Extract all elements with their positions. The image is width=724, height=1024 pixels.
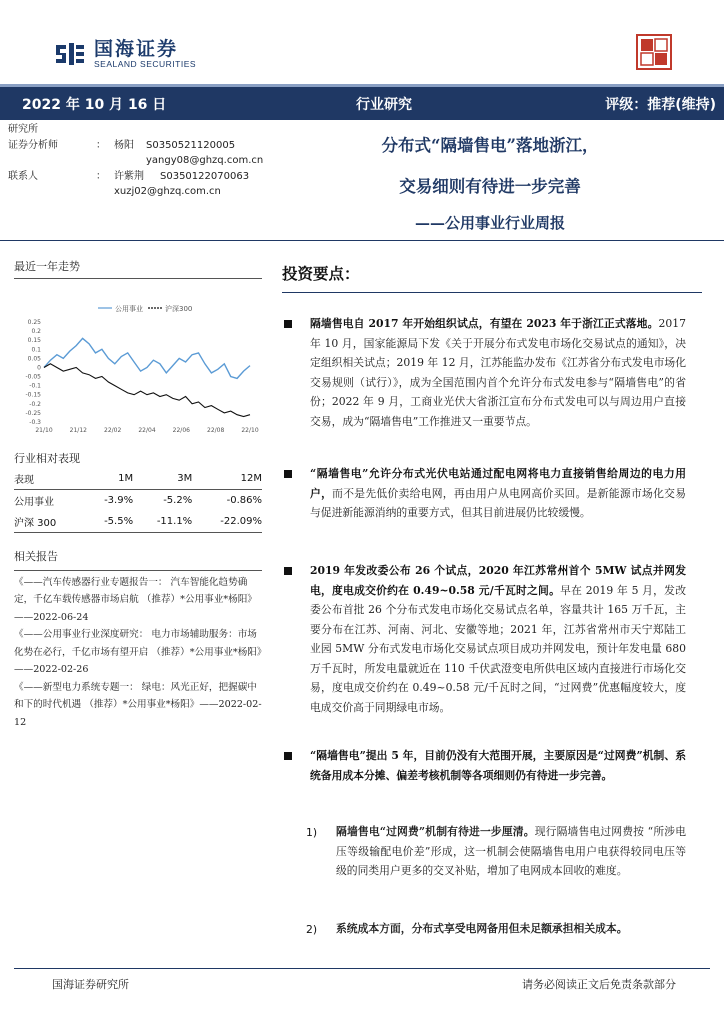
company-logo	[52, 36, 196, 72]
trend-section	[14, 258, 262, 279]
point-1-text: 2017 年 10 月，国家能源局下发《关于开展分布式发电市场化交易试点的通知》，决定组织相关试点；2019 年 12 月，江苏能监办发布《江苏省分布式发电市场化交易规则（试行）》，成为全国范围内首个允许分布式发电参与“隔墙售电”的省份；2022 年 9 月，工商业光伏大省浙江宣布分布式发电可以与周边用户直接交易，成为“隔墙售电”工作推进又一重要节点。	[310, 317, 686, 428]
contact-cert: S0350122070063	[160, 170, 250, 182]
y-tick-label: 0.25	[27, 319, 41, 326]
sub-point-2-bold: 系统成本方面，分布式享受电网备用但未足额承担相关成本。	[336, 922, 628, 935]
y-tick-label: 0.2	[31, 328, 41, 336]
perf-header-row	[14, 468, 262, 490]
x-tick-label: 22/02	[104, 427, 122, 434]
point-3	[310, 561, 686, 717]
perf-cell: 沪深 300	[14, 511, 85, 533]
perf-row-csi300	[14, 511, 262, 533]
perf-cell: 公用事业	[14, 497, 54, 508]
legend-label: 沪深300	[165, 305, 193, 313]
sub-point-1-bold: 隔墙售电“过网费”机制有待进一步厘清。	[336, 825, 535, 838]
y-tick-label: -0.2	[29, 400, 41, 408]
performance-section	[14, 450, 262, 533]
contact-name: 许紫荆	[114, 170, 144, 182]
analyst-label: 证券分析师	[8, 139, 58, 151]
investment-heading: 投资要点：	[282, 262, 702, 293]
x-tick-label: 22/04	[138, 427, 156, 434]
point-3-text: 早在 2019 年 5 月，发改委公布首批 26 个分布式发电市场化交易试点名单，容量共计 165 万千瓦，主要分布在江苏、河南、河北、安徽等地；2021 年，江苏省常州市天宁郑陆工业园 5MW 分布式发电市场化交易试点项目成功并网发电，预计年发电量 680 万千瓦时，所发电量就近在 110 千伏武澄变电所供电区域内直接进行市场化交易，度电成交价约在 0.49~0.58 元/千瓦时之间，“过网费”优惠幅度较大，度电成交价高于同期绿电市场。	[310, 583, 686, 714]
y-tick-label: 0.05	[27, 355, 41, 363]
related-reports	[14, 548, 262, 731]
perf-header-cell: 1M	[85, 468, 133, 490]
y-tick-label: 0	[37, 364, 41, 372]
related-report-item[interactable]: 《——公用事业行业深度研究： 电力市场辅助服务：市场化势在必行，千亿市场有望开启 （推荐）*公用事业*杨阳》——2022-02-26	[14, 629, 262, 675]
trend-chart	[14, 296, 262, 442]
analyst-name: 杨阳	[114, 139, 134, 151]
related-report-item[interactable]: 《——新型电力系统专题一： 绿电：风光正好，把握碳中和下的时代机遇 （推荐）*公用事业*杨阳》——2022-02-12	[14, 681, 262, 728]
footer-disclaimer: 请务必阅读正文后免责条款部分	[522, 978, 676, 991]
perf-cell: -0.86%	[226, 495, 262, 506]
sub-point-1	[336, 822, 686, 881]
report-rating: 评级：推荐(维持)	[605, 96, 716, 113]
y-tick-label: 0.15	[27, 337, 41, 345]
header-divider	[0, 240, 724, 241]
x-tick-label: 22/08	[207, 427, 225, 434]
point-4-bold: “隔墙售电”提出 5 年，目前仍没有大范围开展，主要原因是“过网费”机制、系统备用成本分摊、偏差考核机制等各项细则仍有待进一步完善。	[310, 749, 686, 782]
analyst-separator: ：	[96, 139, 106, 151]
analyst-cert: S0350521120005	[146, 139, 236, 151]
sub-point-1-text: 现行隔墙售电过网费按 “所涉电压等级输配电价差”形成，这一机制会使隔墙售电用户电获得较同电压等级的同类用户更多的交叉补贴，增加了电网成本回收的难度。	[336, 825, 686, 877]
analyst-info	[8, 122, 263, 200]
x-tick-label: 21/10	[35, 427, 53, 434]
sealand-logo-icon	[52, 37, 86, 71]
point-2-text: 而不是先低价卖给电网，再由用户从电网高价买回。是新能源市场化交易与促进新能源消纳的重要方式，但其目前进展仍比较缓慢。	[310, 486, 687, 519]
x-tick-label: 22/06	[172, 427, 190, 434]
related-report-item[interactable]: 《——汽车传感器行业专题报告一： 汽车智能化趋势确定，千亿车载传感器市场启航 （推荐）*公用事业*杨阳》——2022-06-24	[14, 576, 257, 623]
performance-table	[14, 468, 262, 533]
y-tick-label: 0.1	[31, 346, 41, 354]
bullet-icon	[284, 320, 292, 328]
trend-chart-svg	[14, 296, 262, 442]
report-title-line1: 分布式“隔墙售电”落地浙江，	[381, 136, 599, 155]
institute-label: 研究所	[8, 124, 38, 135]
contact-email[interactable]: xuzj02@ghzq.com.cn	[114, 186, 221, 197]
report-title-line2: 交易细则有待进一步完善	[399, 177, 581, 196]
sub-point-2	[336, 919, 686, 939]
perf-cell: -22.09%	[192, 511, 262, 533]
perf-header-cell: 12M	[192, 468, 262, 490]
perf-cell: -5.5%	[85, 511, 133, 533]
report-category: 行业研究	[356, 96, 412, 113]
contact-separator: ：	[96, 170, 106, 182]
point-2	[310, 464, 686, 523]
point-4	[310, 746, 686, 785]
bullet-icon	[284, 752, 292, 760]
legend-label: 公用事业	[115, 305, 143, 313]
report-date: 2022 年 10 月 16 日	[22, 96, 167, 113]
reports-title: 相关报告	[14, 548, 262, 571]
y-tick-label: -0.15	[25, 391, 41, 399]
perf-cell: -5.2%	[163, 495, 193, 506]
perf-row-utilities	[14, 490, 262, 512]
logo-chinese-name: 国海证券	[94, 37, 179, 60]
research-institute-seal-icon	[636, 34, 672, 70]
y-tick-label: -0.05	[25, 373, 41, 381]
report-subtitle: ——公用事业行业周报	[414, 214, 565, 232]
point-3-bold: 2019 年发改委公布 26 个试点，2020 年江苏常州首个 5MW 试点并网发电，度电成交价约在 0.49~0.58 元/千瓦时之间。	[310, 564, 686, 597]
perf-header-cell: 3M	[133, 468, 192, 490]
trend-title: 最近一年走势	[14, 258, 262, 279]
perf-cell: -3.9%	[104, 495, 134, 506]
investment-points	[282, 262, 702, 293]
series-line-csi300	[44, 364, 250, 417]
footer-institute: 国海证券研究所	[52, 978, 129, 991]
series-line-utilities	[44, 338, 250, 378]
point-1	[310, 314, 686, 431]
report-banner	[0, 84, 724, 120]
perf-header-cell: 表现	[14, 468, 85, 490]
x-tick-label: 21/12	[69, 427, 87, 434]
x-tick-label: 22/10	[241, 427, 259, 434]
logo-english-name: SEALAND SECURITIES	[94, 58, 197, 69]
y-tick-label: -0.1	[29, 382, 41, 390]
footer-divider	[14, 968, 710, 969]
contact-label: 联系人	[8, 170, 38, 182]
bullet-icon	[284, 567, 292, 575]
analyst-email[interactable]: yangy08@ghzq.com.cn	[146, 155, 264, 166]
sub-point-1-number: 1)	[306, 826, 318, 839]
y-tick-label: -0.25	[25, 409, 41, 417]
point-1-bold: 隔墙售电自 2017 年开始组织试点，有望在 2023 年于浙江正式落地。	[310, 317, 659, 330]
sub-point-2-number: 2)	[306, 923, 318, 936]
y-tick-label: -0.3	[29, 419, 41, 426]
perf-cell: -11.1%	[133, 511, 192, 533]
point-2-bold: “隔墙售电”允许分布式光伏电站通过配电网将电力直接销售给周边的电力用户，	[310, 467, 686, 500]
bullet-icon	[284, 470, 292, 478]
perf-title: 行业相对表现	[14, 452, 80, 465]
